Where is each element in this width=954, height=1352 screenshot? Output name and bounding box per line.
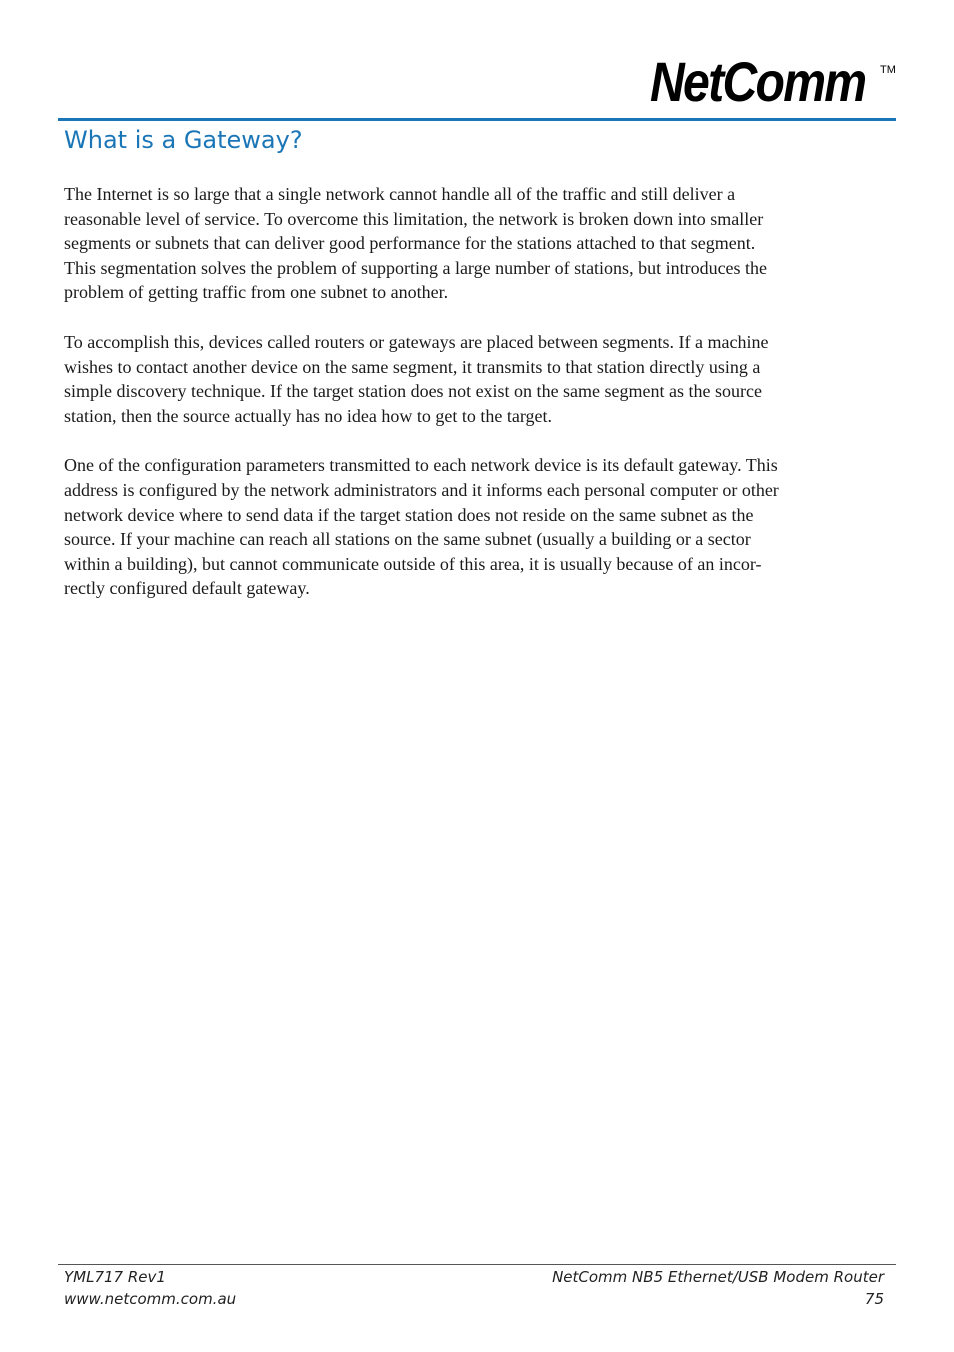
text-line: segments or subnets that can deliver good performance for the stations attached to that segment.: [64, 233, 756, 254]
page-number: 75: [864, 1290, 884, 1308]
text-line: reasonable level of service. To overcome this limitation, the network is broken down into smaller: [64, 208, 764, 229]
text-line: problem of getting traffic from one subnet to another.: [64, 282, 449, 303]
doc-code: YML717 Rev1: [64, 1268, 166, 1286]
paragraph-3: [64, 453, 890, 601]
netcomm-logo: [650, 50, 896, 114]
footer-right: [552, 1266, 884, 1310]
website-link: www.netcomm.com.au: [64, 1290, 237, 1308]
text-line: To accomplish this, devices called routers or gateways are placed between segments. If a machine: [64, 331, 769, 352]
text-line: The Internet is so large that a single network cannot handle all of the traffic and still deliver a: [64, 184, 736, 204]
product-name: NetComm NB5 Ethernet/USB Modem Router: [552, 1268, 884, 1286]
body-text: [64, 182, 890, 626]
text-line: wishes to contact another device on the same segment, it transmits to that station directly using a: [64, 356, 761, 377]
logo-trademark: TM: [880, 64, 896, 76]
text-line: rectly configured default gateway.: [64, 578, 310, 599]
text-line: address is configured by the network administrators and it informs each personal computer or other: [64, 479, 779, 500]
page-title: What is a Gateway?: [64, 126, 303, 154]
text-line: network device where to send data if the target station does not reside on the same subnet as the: [64, 504, 754, 525]
text-line: This segmentation solves the problem of supporting a large number of stations, but introduces the: [64, 257, 768, 278]
paragraph-1: [64, 182, 890, 305]
footer-left: [64, 1266, 236, 1310]
footer-divider: [58, 1264, 896, 1265]
text-line: station, then the source actually has no idea how to get to the target.: [64, 405, 553, 426]
text-line: simple discovery technique. If the target station does not exist on the same segment as the source: [64, 381, 762, 402]
logo-wordmark: NetComm: [650, 50, 866, 113]
text-line: source. If your machine can reach all stations on the same subnet (usually a building or a sector: [64, 529, 751, 550]
paragraph-2: [64, 330, 890, 428]
header-divider: [58, 118, 896, 121]
text-line: One of the configuration parameters transmitted to each network device is its default gateway. This: [64, 455, 778, 476]
text-line: within a building), but cannot communicate outside of this area, it is usually because of an incor-: [64, 553, 762, 574]
